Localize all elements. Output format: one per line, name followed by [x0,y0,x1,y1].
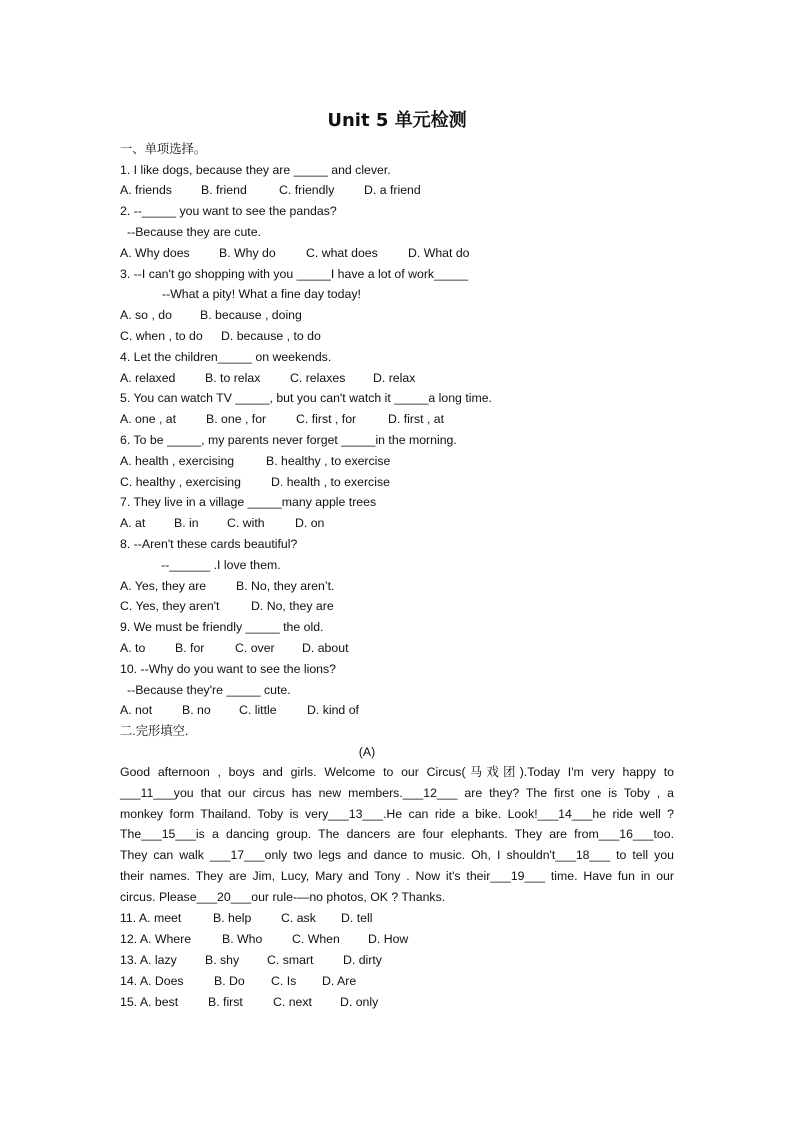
option-6b: B. healthy , to exercise [266,454,391,468]
option-10a: A. not [120,703,153,717]
option-10b: B. no [182,703,211,717]
option-15b: B. first [208,995,243,1009]
question-3: 3. --I can't go shopping with you _____I have a lot of work_____ [120,267,469,281]
option-8b: B. No, they aren’t. [236,579,335,593]
option-7d: D. on [295,516,325,530]
option-2a: A. Why does [120,246,190,260]
passage-line: ___11___you that our circus has new members.___12___ are they? The first one is Toby , a [120,785,674,800]
passage-line: their names. They are Jim, Lucy, Mary and Tony . Now it's their___19___ time. Have fun in our [120,868,674,883]
question-2-reply: --Because they are cute. [127,225,261,239]
passage-line: They can walk ___17___only two legs and dance to music. Oh, I shouldn't___18___ to tell you [120,848,674,863]
option-6a: A. health , exercising [120,454,235,468]
option-9d: D. about [302,641,349,655]
cloze-passage [120,762,674,908]
option-11b: B. help [213,911,252,925]
option-7c: C. with [227,516,265,530]
option-8c: C. Yes, they aren't [120,599,220,613]
option-1d: D. a friend [364,183,421,197]
option-12c: C. When [292,932,340,946]
option-12d: D. How [368,932,409,946]
question-5: 5. You can watch TV _____, but you can't watch it _____a long time. [120,391,492,405]
option-5d: D. first , at [388,412,445,426]
option-6d: D. health , to exercise [271,475,390,489]
question-4: 4. Let the children_____ on weekends. [120,350,332,364]
option-11c: C. ask [281,911,316,925]
option-3d: D. because , to do [221,329,321,343]
option-5b: B. one , for [206,412,267,426]
option-14d: D. Are [322,974,357,988]
passage-line: monkey form Thailand. Toby is very___13___.He can ride a bike. Look!___14___he ride well ? [120,806,674,821]
question-7: 7. They live in a village _____many apple trees [120,495,377,509]
passage-label: (A) [358,745,376,759]
option-4c: C. relaxes [290,371,346,385]
option-14c: C. Is [271,974,297,988]
page-title: Unit 5 单元检测 [327,110,467,131]
option-13d: D. dirty [343,953,382,967]
question-8-reply: --______ .I love them. [161,558,281,572]
option-14b: B. Do [214,974,245,988]
option-13a: 13. A. lazy [120,953,177,967]
option-15a: 15. A. best [120,995,179,1009]
option-12a: 12. A. Where [120,932,192,946]
option-8d: D. No, they are [251,599,334,613]
option-10c: C. little [239,703,277,717]
option-4b: B. to relax [205,371,261,385]
option-2c: C. what does [306,246,378,260]
option-13c: C. smart [267,953,314,967]
option-15d: D. only [340,995,379,1009]
option-11d: D. tell [341,911,373,925]
question-1: 1. I like dogs, because they are _____ and clever. [120,163,391,177]
question-9: 9. We must be friendly _____ the old. [120,620,324,634]
option-3b: B. because , doing [200,308,302,322]
option-4a: A. relaxed [120,371,176,385]
question-2: 2. --_____ you want to see the pandas? [120,204,337,218]
option-1a: A. friends [120,183,172,197]
option-12b: B. Who [222,932,263,946]
option-10d: D. kind of [307,703,359,717]
option-4d: D. relax [373,371,416,385]
option-9b: B. for [175,641,205,655]
option-1b: B. friend [201,183,247,197]
question-10: 10. --Why do you want to see the lions? [120,662,336,676]
option-9a: A. to [120,641,146,655]
option-5c: C. first , for [296,412,357,426]
question-10-reply: --Because they're _____ cute. [127,683,291,697]
option-14a: 14. A. Does [120,974,184,988]
option-15c: C. next [273,995,312,1009]
option-7b: B. in [174,516,199,530]
option-2b: B. Why do [219,246,276,260]
option-3c: C. when , to do [120,329,203,343]
passage-line: The___15___is a dancing group. The dancers are four elephants. They are from___16___too. [120,827,674,842]
option-1c: C. friendly [279,183,335,197]
option-13b: B. shy [205,953,240,967]
section-heading-cloze: 二.完形填空. [120,724,189,738]
passage-line: circus. Please___20___our rule-—no photos, OK ? Thanks. [120,889,446,904]
option-8a: A. Yes, they are [120,579,207,593]
option-2d: D. What do [408,246,470,260]
question-8: 8. --Aren't these cards beautiful? [120,537,298,551]
question-6: 6. To be _____, my parents never forget _____in the morning. [120,433,457,447]
option-11a: 11. A. meet [120,911,182,925]
section-heading-single-choice: 一、单项选择。 [120,142,207,156]
option-3a: A. so , do [120,308,172,322]
option-5a: A. one , at [120,412,177,426]
passage-line: Good afternoon , boys and girls. Welcome to our Circus(马戏团).Today I'm very happy to [120,765,674,779]
question-3-reply: --What a pity! What a fine day today! [162,287,361,301]
option-6c: C. healthy , exercising [120,475,241,489]
option-7a: A. at [120,516,146,530]
option-9c: C. over [235,641,275,655]
